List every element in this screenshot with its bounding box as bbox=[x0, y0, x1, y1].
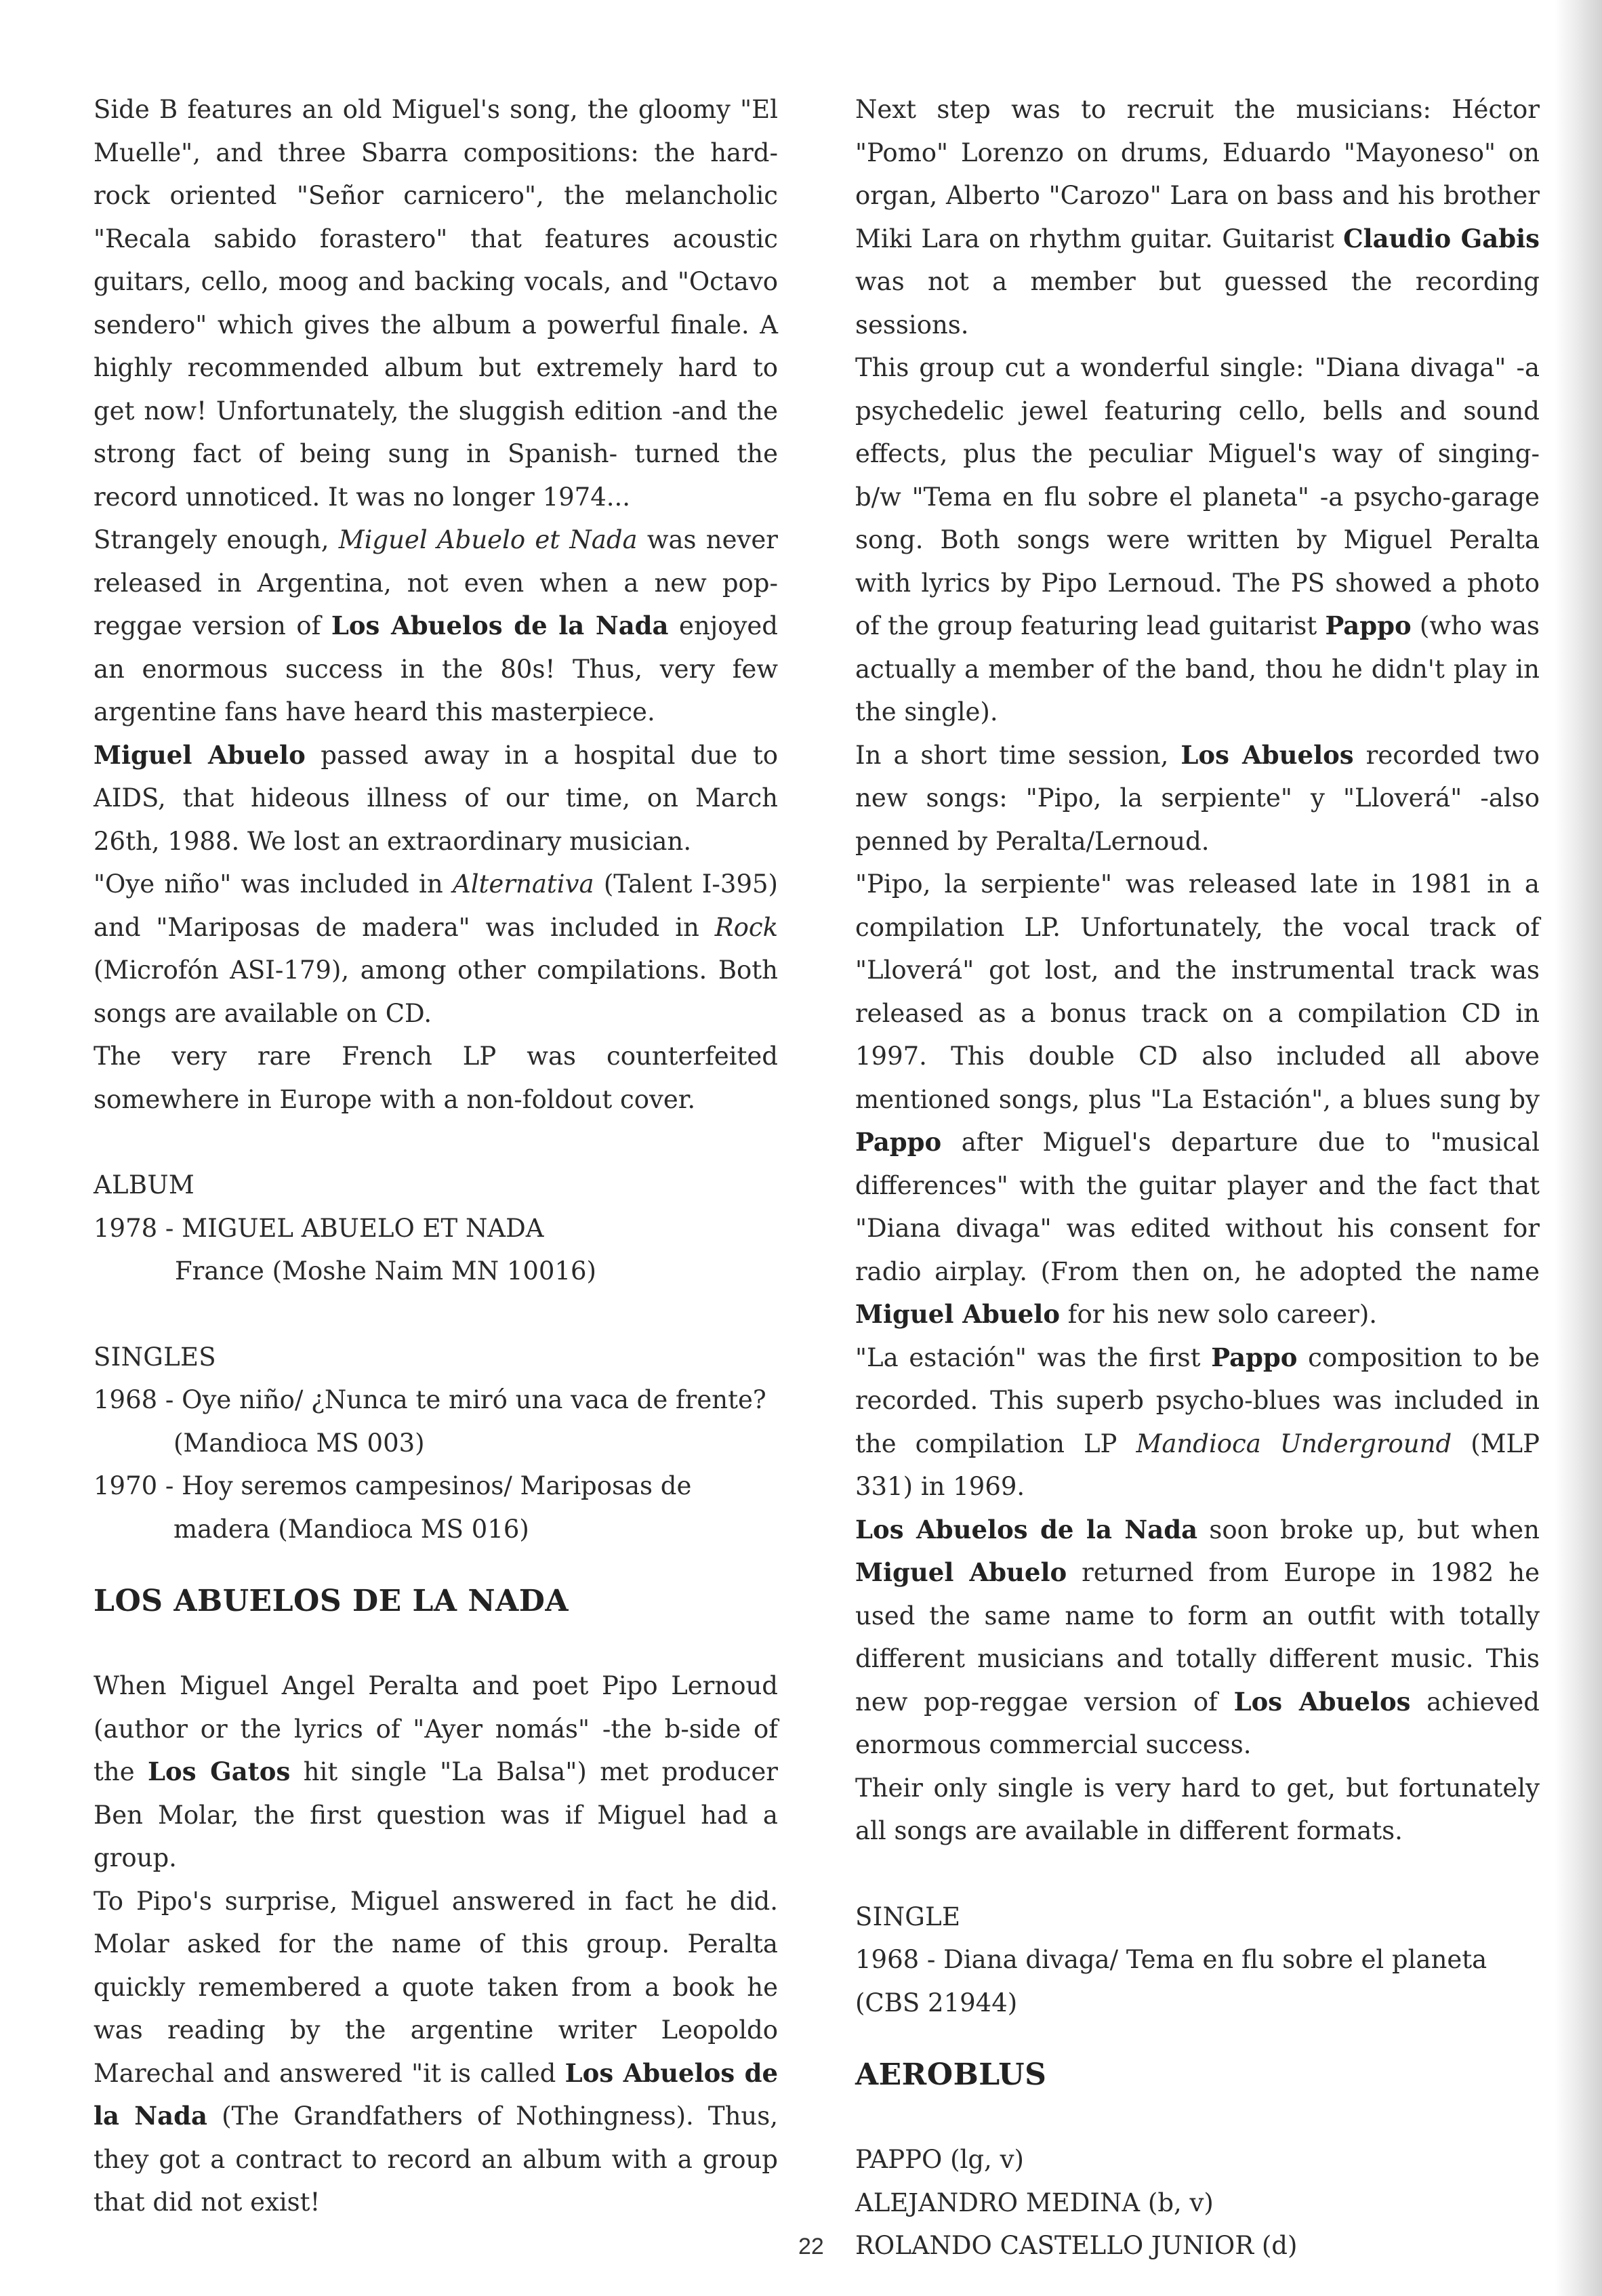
paragraph: Their only single is very hard to get, but fortunately all songs are available in different formats. bbox=[855, 1773, 1540, 1845]
paragraph: In a short time session, Los Abuelos recorded two new songs: "Pipo, la serpiente" y "Lloverá" -also penned by Peralta/Lernoud. bbox=[855, 739, 1540, 856]
member-line: PAPPO (lg, v) bbox=[855, 2145, 1024, 2174]
album-header: ALBUM bbox=[94, 1170, 195, 1200]
member-line: ROLANDO CASTELLO JUNIOR (d) bbox=[855, 2231, 1298, 2260]
page-edge-shadow bbox=[1555, 0, 1602, 2296]
single-line: (Mandioca MS 003) bbox=[173, 1428, 425, 1458]
section-title: AEROBLUS bbox=[855, 2057, 1047, 2092]
paragraph: "Pipo, la serpiente" was released late in 1981 in a compilation LP. Unfortunately, the vocal track of "Lloverá" got lost, and the instrumental track was released as a bonus track on a compilation CD in 1997. This double CD also included all above mentioned songs, plus "La Estación", a blues sung by Pappo after Miguel's departure due to "musical differences" with the guitar player and the fact that "Diana divaga" was edited without his consent for radio airplay. (From then on, he adopted the name Miguel Abuelo for his new solo career). bbox=[855, 869, 1540, 1329]
single-line: 1970 - Hoy seremos campesinos/ Mariposas de bbox=[94, 1471, 692, 1500]
singles-header: SINGLES bbox=[94, 1342, 216, 1372]
single-line: (CBS 21944) bbox=[855, 1988, 1018, 2017]
paragraph: Miguel Abuelo passed away in a hospital due to AIDS, that hideous illness of our time, on March 26th, 1988. We lost an extraordinary musician. bbox=[94, 739, 778, 856]
paragraph: "La estación" was the first Pappo composition to be recorded. This superb psycho-blues was included in the compilation LP Mandioca Underground (MLP 331) in 1969. bbox=[855, 1342, 1540, 1501]
paragraph: Next step was to recruit the musicians: Héctor "Pomo" Lorenzo on drums, Eduardo "Mayoneso" on organ, Alberto "Carozo" Lara on bass and his brother Miki Lara on rhythm guitar. Guitarist Claudio Gabis was not a member but guessed the recording sessions. bbox=[855, 95, 1540, 340]
paragraph: Side B features an old Miguel's song, the gloomy "El Muelle", and three Sbarra compositions: the hard-rock oriented "Señor carnicero", the melancholic "Recala sabido forastero" that features acoustic guitars, cello, moog and backing vocals, and "Octavo sendero" which gives the album a powerful finale. A highly recommended album but extremely hard to get now! Unfortunately, the sluggish edition -and the strong fact of being sung in Spanish- turned the record unnoticed. It was no longer 1974... bbox=[94, 95, 778, 512]
left-column bbox=[94, 88, 778, 2224]
right-column bbox=[855, 88, 1540, 2268]
paragraph: To Pipo's surprise, Miguel answered in fact he did. Molar asked for the name of this group. Peralta quickly remembered a quote taken from a book he was reading by the argentine writer Leopoldo Marechal and answered "it is called Los Abuelos de la Nada (The Grandfathers of Nothingness). Thus, they got a contract to record an album with a group that did not exist! bbox=[94, 1886, 778, 2217]
paragraph: This group cut a wonderful single: "Diana divaga" -a psychedelic jewel featuring cello, bells and sound effects, plus the peculiar Miguel's way of singing- b/w "Tema en flu sobre el planeta" -a psycho-garage song. Both songs were written by Miguel Peralta with lyrics by Pipo Lernoud. The PS showed a photo of the group featuring lead guitarist Pappo (who was actually a member of the band, thou he didn't play in the single). bbox=[855, 353, 1540, 726]
single-line: madera (Mandioca MS 016) bbox=[173, 1514, 529, 1544]
album-line: France (Moshe Naim MN 10016) bbox=[175, 1256, 596, 1286]
paragraph: When Miguel Angel Peralta and poet Pipo Lernoud (author or the lyrics of "Ayer nomás" -the b-side of the Los Gatos hit single "La Balsa") met producer Ben Molar, the first question was if Miguel had a group. bbox=[94, 1671, 778, 1872]
single-line: 1968 - Oye niño/ ¿Nunca te miró una vaca de frente? bbox=[94, 1385, 766, 1414]
section-title: LOS ABUELOS DE LA NADA bbox=[94, 1584, 569, 1618]
paragraph: Los Abuelos de la Nada soon broke up, but when Miguel Abuelo returned from Europe in 1982 he used the same name to form an outfit with totally different musicians and totally different music. This new pop-reggae version of Los Abuelos achieved enormous commercial success. bbox=[855, 1514, 1540, 1759]
paragraph: The very rare French LP was counterfeited somewhere in Europe with a non-foldout cover. bbox=[94, 1042, 778, 1114]
single-header: SINGLE bbox=[855, 1902, 961, 1931]
paragraph: Strangely enough, Miguel Abuelo et Nada was never released in Argentina, not even when a new pop-reggae version of Los Abuelos de la Nada enjoyed an enormous success in the 80s! Thus, very few argentine fans have heard this masterpiece. bbox=[94, 525, 778, 726]
page-number: 22 bbox=[798, 2234, 824, 2259]
paragraph: "Oye niño" was included in Alternativa (Talent I-395) and "Mariposas de madera" was included in Rock (Microfón ASI-179), among other compilations. Both songs are available on CD. bbox=[94, 869, 778, 1028]
album-line: 1978 - MIGUEL ABUELO ET NADA bbox=[94, 1213, 544, 1243]
member-line: ALEJANDRO MEDINA (b, v) bbox=[855, 2188, 1214, 2217]
single-line: 1968 - Diana divaga/ Tema en flu sobre el planeta bbox=[855, 1945, 1487, 1974]
